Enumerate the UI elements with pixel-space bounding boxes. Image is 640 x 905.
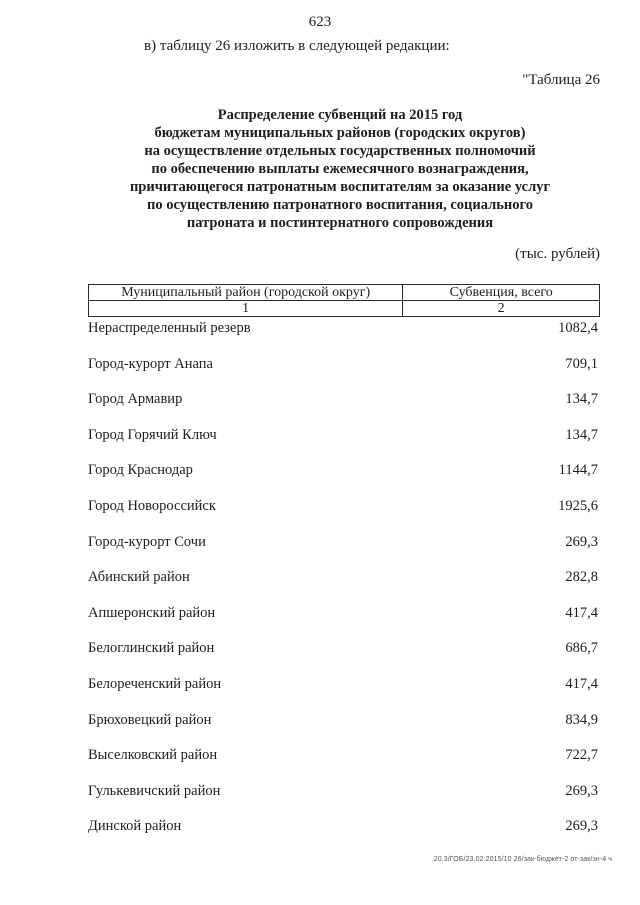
table-row [88, 391, 600, 427]
district-name: Белореченский район [88, 675, 222, 692]
header-district: Муниципальный район (городской округ) [89, 285, 403, 301]
table-row [88, 783, 600, 819]
district-name: Абинский район [88, 569, 190, 586]
footer-reference: 20.3/ГОБ/23.02.2015/10 26/зак-бюджет-2 от-зак/зн-4 ч [433, 856, 612, 863]
subvention-value: 709,1 [565, 355, 598, 372]
column-number-2: 2 [403, 301, 600, 317]
subvention-value: 269,3 [565, 533, 598, 550]
table-row [88, 569, 600, 605]
subvention-value: 417,4 [565, 604, 598, 621]
table-row [88, 320, 600, 356]
subvention-value: 722,7 [565, 747, 598, 764]
table-row [88, 640, 600, 676]
district-name: Город-курорт Анапа [88, 355, 213, 372]
table-row [88, 356, 600, 392]
table-row [88, 747, 600, 783]
table-row [88, 498, 600, 534]
district-name: Динской район [88, 818, 182, 835]
header-subvention: Субвенция, всего [403, 285, 600, 301]
title-line: по осуществлению патронатного воспитания, социального [146, 197, 534, 213]
table-reference: "Таблица 26 [522, 72, 600, 88]
column-number-1: 1 [89, 301, 403, 317]
district-name: Город-курорт Сочи [88, 533, 206, 550]
subvention-value: 686,7 [565, 640, 598, 657]
title-line: Распределение субвенций на 2015 год [217, 107, 463, 123]
table-row [88, 534, 600, 570]
table-row [88, 712, 600, 748]
subvention-value: 269,3 [565, 782, 598, 799]
district-name: Нераспределенный резерв [88, 320, 251, 336]
title-line: на осуществление отдельных государственных полномочий [144, 143, 536, 159]
district-name: Город Армавир [88, 391, 183, 408]
title-line: патроната и постинтернатного сопровождения [186, 215, 494, 231]
header-row [89, 285, 600, 301]
district-name: Выселковский район [88, 747, 218, 764]
column-number-row [89, 301, 600, 317]
district-name: Апшеронский район [88, 604, 216, 621]
district-name: Город Горячий Ключ [88, 426, 217, 443]
district-name: Город Новороссийск [88, 497, 216, 514]
subvention-value: 1082,4 [558, 320, 598, 336]
table-row [88, 427, 600, 463]
title-line: бюджетам муниципальных районов (городских округов) [154, 125, 526, 141]
table-row [88, 605, 600, 641]
subvention-value: 134,7 [565, 426, 598, 443]
subvention-value: 1925,6 [558, 497, 598, 514]
document-title [90, 106, 590, 232]
district-name: Гулькевичский район [88, 782, 221, 799]
subvention-value: 269,3 [565, 818, 598, 835]
page-number: 623 [308, 14, 332, 30]
subvention-value: 282,8 [565, 569, 598, 586]
district-name: Город Краснодар [88, 462, 193, 479]
units-label: (тыс. рублей) [515, 246, 600, 262]
intro-text: в) таблицу 26 изложить в следующей редакции: [144, 38, 450, 54]
subvention-value: 134,7 [565, 391, 598, 408]
district-name: Белоглинский район [88, 640, 215, 657]
subvention-value: 417,4 [565, 675, 598, 692]
table-body [88, 320, 600, 854]
district-name: Брюховецкий район [88, 711, 212, 728]
table-row [88, 818, 600, 854]
subvention-value: 1144,7 [558, 462, 598, 479]
title-line: причитающегося патронатным воспитателям за оказание услуг [129, 179, 551, 195]
title-line: по обеспечению выплаты ежемесячного вознаграждения, [151, 161, 529, 177]
table-header [88, 284, 600, 317]
table-row [88, 676, 600, 712]
subvention-value: 834,9 [565, 711, 598, 728]
table-row [88, 462, 600, 498]
